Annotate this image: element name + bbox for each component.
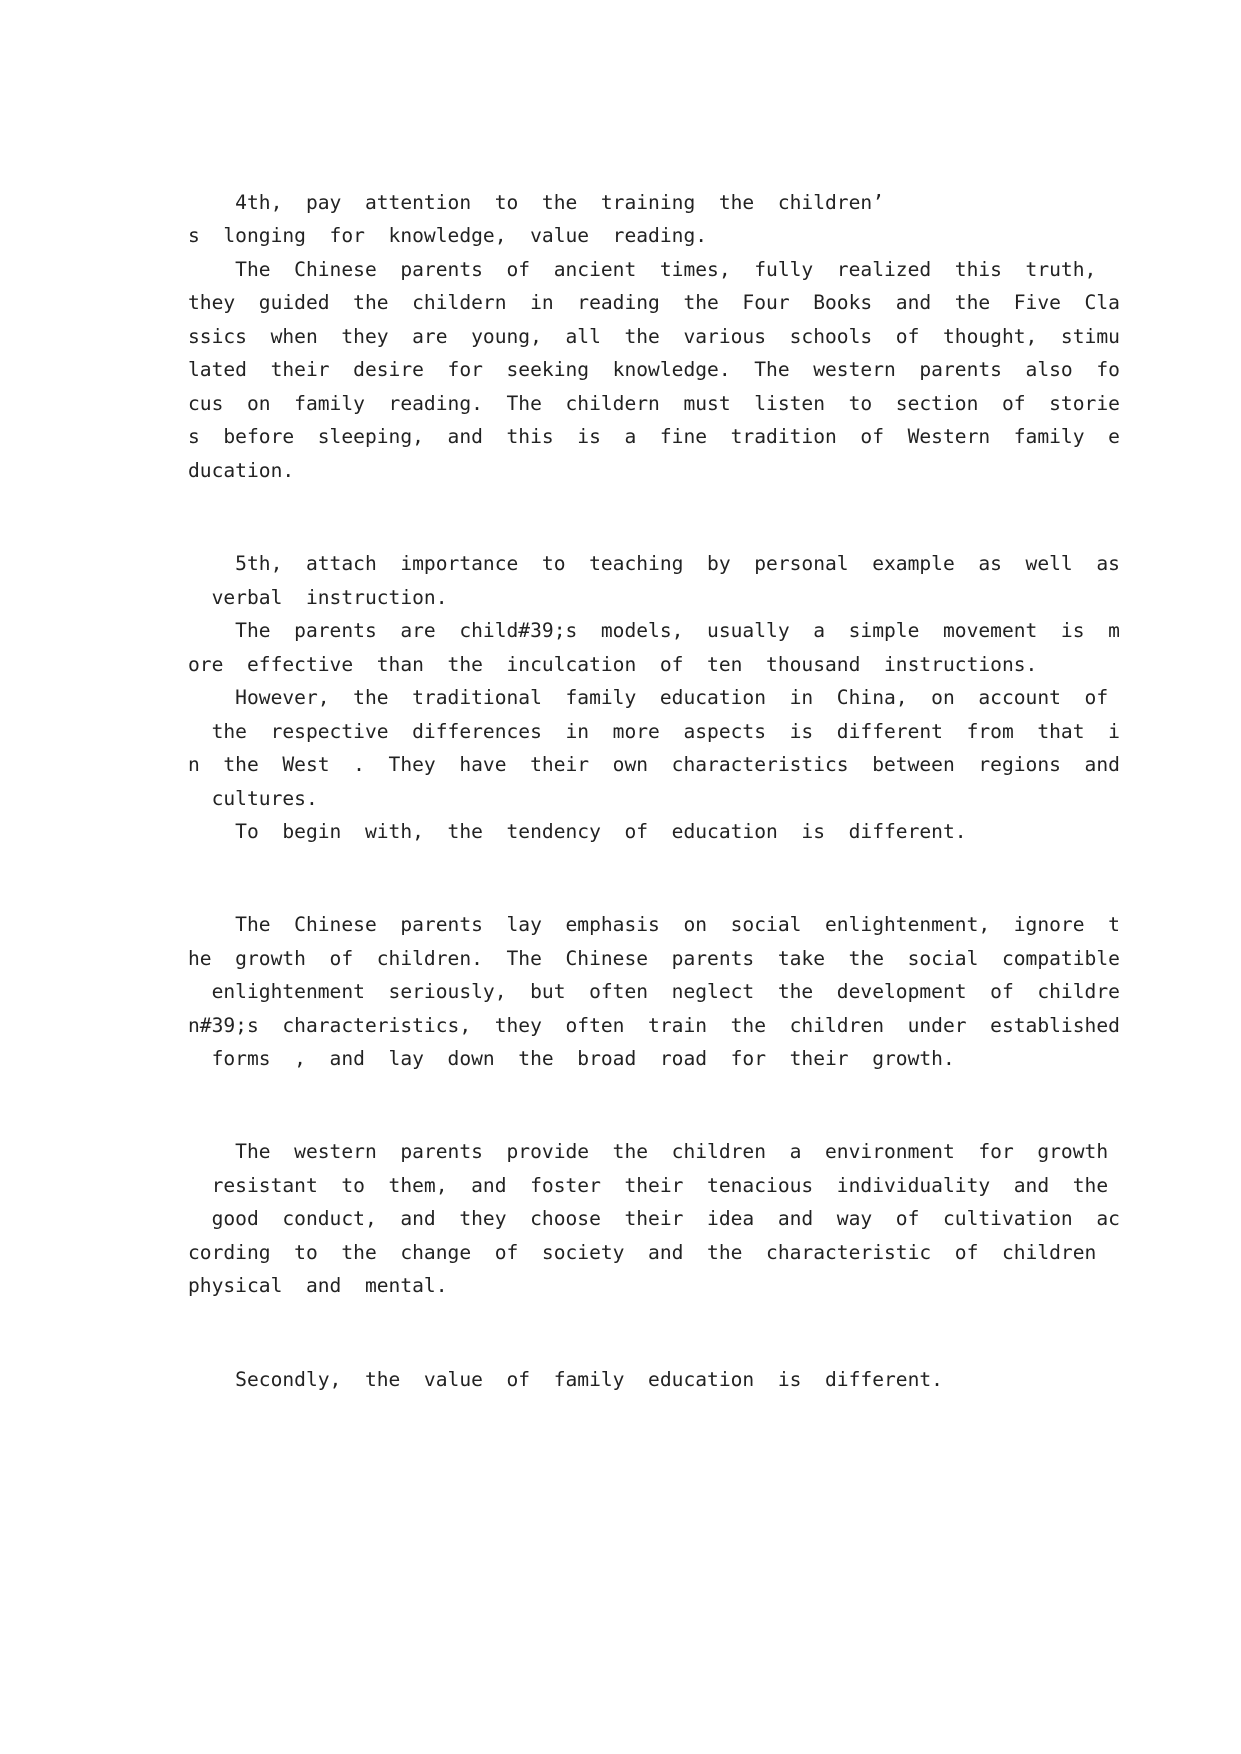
p-ancient-times-line: The Chinese parents of ancient times, fully realized this truth,: [188, 258, 1097, 281]
p-chinese-parents-line: The Chinese parents lay emphasis on social enlightenment, ignore t: [188, 913, 1120, 936]
p-parents-models-line: The parents are child#39;s models, usually a simple movement is m: [188, 619, 1120, 642]
p-to-begin-with-line: To begin with, the tendency of education is different.: [188, 820, 967, 843]
p-4th-heading-line: 4th, pay attention to the training the children’: [188, 191, 884, 214]
p-however-line: However, the traditional family education in China, on account of: [188, 686, 1109, 709]
p-chinese-parents-line: n#39;s characteristics, they often train the children under established: [188, 1014, 1120, 1037]
p-however-line: cultures.: [188, 787, 318, 810]
p-however-line: n the West . They have their own characteristics between regions and: [188, 753, 1120, 776]
p-4th-heading-line: s longing for knowledge, value reading.: [188, 224, 708, 247]
p-ancient-times-line: cus on family reading. The childern must listen to section of storie: [188, 392, 1120, 415]
p-western-parents-line: physical and mental.: [188, 1274, 448, 1297]
p-5th-heading-line: verbal instruction.: [188, 586, 448, 609]
p-western-parents-line: resistant to them, and foster their tenacious individuality and the: [188, 1174, 1109, 1197]
p-ancient-times-line: lated their desire for seeking knowledge. The western parents also fo: [188, 358, 1120, 381]
p-chinese-parents-line: forms , and lay down the broad road for their growth.: [188, 1047, 955, 1070]
p-ancient-times-line: they guided the childern in reading the Four Books and the Five Cla: [188, 291, 1120, 314]
p-parents-models-line: ore effective than the inculcation of ten thousand instructions.: [188, 653, 1038, 676]
p-ancient-times-line: s before sleeping, and this is a fine tradition of Western family e: [188, 425, 1120, 448]
p-western-parents-line: cording to the change of society and the characteristic of children: [188, 1241, 1097, 1264]
p-however-line: the respective differences in more aspects is different from that i: [188, 720, 1120, 743]
p-5th-heading-line: 5th, attach importance to teaching by personal example as well as: [188, 552, 1120, 575]
p-chinese-parents-line: he growth of children. The Chinese parents take the social compatible: [188, 947, 1120, 970]
p-chinese-parents-line: enlightenment seriously, but often neglect the development of childre: [188, 980, 1120, 1003]
p-western-parents-line: good conduct, and they choose their idea and way of cultivation ac: [188, 1207, 1120, 1230]
p-ancient-times-line: ssics when they are young, all the various schools of thought, stimu: [188, 325, 1120, 348]
p-ancient-times-line: ducation.: [188, 459, 295, 482]
p-western-parents-line: The western parents provide the children a environment for growth: [188, 1140, 1109, 1163]
p-secondly-line: Secondly, the value of family education is different.: [188, 1368, 943, 1391]
